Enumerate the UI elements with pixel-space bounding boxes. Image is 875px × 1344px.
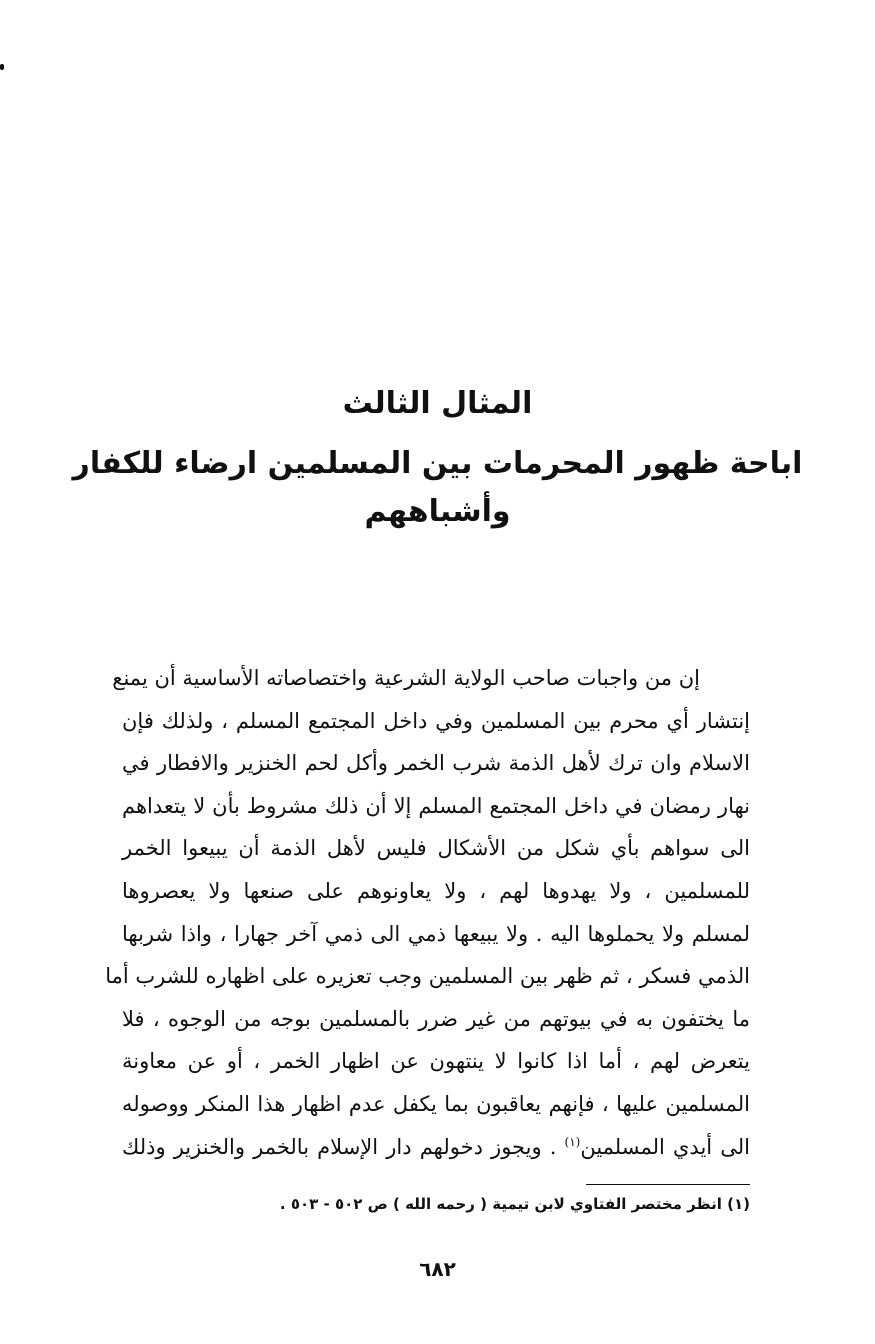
body-text (105, 657, 750, 1168)
scan-speck (0, 64, 4, 70)
body-line-with-footnote (122, 1126, 750, 1169)
body-line: المسلمين عليها ، فإنهم يعاقبون بما يكفل عدم اظهار هذا المنكر ووصوله (122, 1091, 750, 1116)
body-line: إنتشار أي محرم بين المسلمين وفي داخل المجتمع المسلم ، ولذلك فإن (122, 708, 750, 733)
chapter-subtitle: اباحة ظهور المحرمات بين المسلمين ارضاء للكفار وأشباههم (72, 446, 803, 529)
body-line: يتعرض لهم ، أما اذا كانوا لا ينتهون عن اظهار الخمر ، أو عن معاونة (122, 1049, 750, 1074)
body-line: الاسلام وان ترك لأهل الذمة شرب الخمر وأكل لحم الخنزير والافطار في (122, 751, 750, 776)
body-line: إن من واجبات صاحب الولاية الشرعية واختصاصاته الأساسية أن يمنع (112, 666, 700, 690)
body-line: نهار رمضان في داخل المجتمع المسلم إلا أن ذلك مشروط بأن لا يتعداهم (122, 793, 750, 818)
footnote: (١) انظر مختصر الفتاوي لابن تيمية ( رحمه الله ) ص ٥٠٢ - ٥٠٣ . (279, 1195, 750, 1213)
footnote-divider (586, 1184, 750, 1185)
body-line: الى سواهم بأي شكل من الأشكال فليس لأهل الذمة أن يبيعوا الخمر (122, 836, 750, 861)
body-line: ما يختفون به في بيوتهم من غير ضرر بالمسلمين بوجه من الوجوه ، فلا (122, 1006, 750, 1031)
body-line-part: . ويجوز دخولهم دار الإسلام بالخمر والخنزير وذلك (122, 1134, 565, 1159)
body-line: الذمي فسكر ، ثم ظهر بين المسلمين وجب تعزيره على اظهاره للشرب أما (105, 964, 750, 989)
body-line: للمسلمين ، ولا يهدوها لهم ، ولا يعاونوهم على صنعها ولا يعصروها (122, 878, 750, 903)
footnote-marker: (١) (564, 1134, 581, 1149)
chapter-title: المثال الثالث (342, 386, 533, 421)
body-line-part: الى أيدي المسلمين (580, 1134, 750, 1159)
body-line: لمسلم ولا يحملوها اليه . ولا يبيعها ذمي الى ذمي آخر جهارا ، واذا شربها (122, 921, 750, 946)
page-number: ٦٨٢ (419, 1257, 456, 1281)
